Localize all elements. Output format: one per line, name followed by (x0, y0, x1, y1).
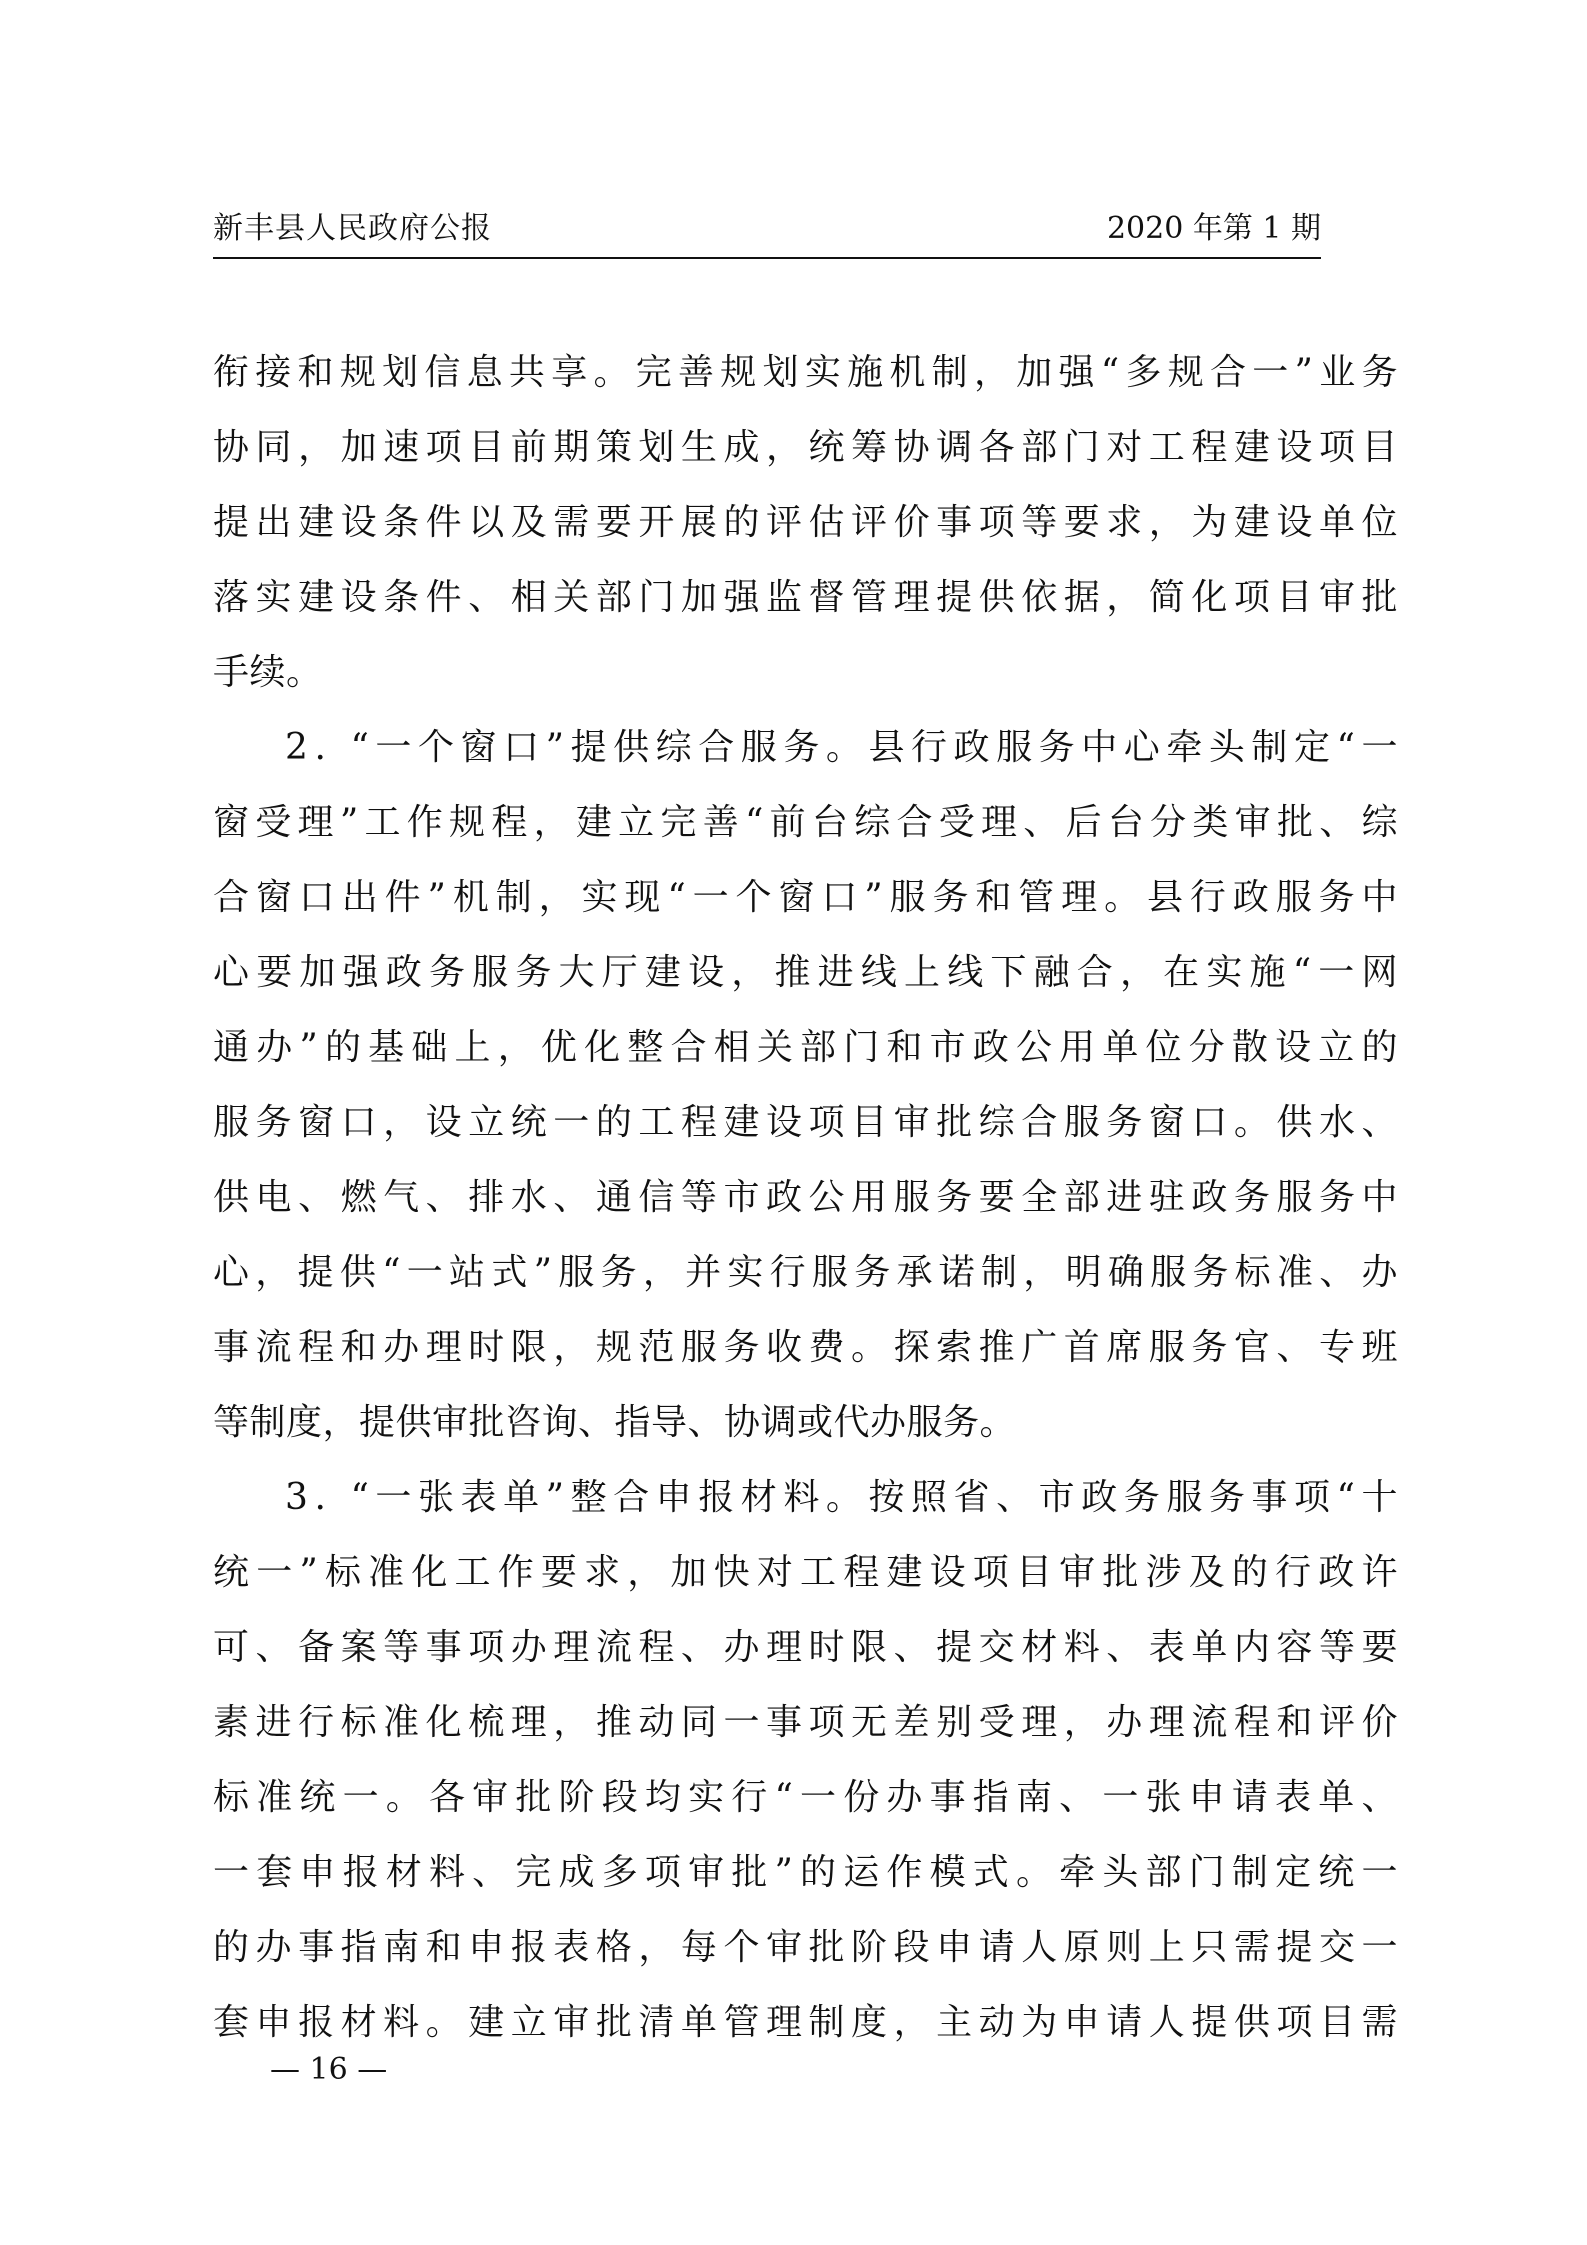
text-line: 供电、燃气、排水、通信等市政公用服务要全部进驻政务服务中 (213, 1177, 1405, 1218)
text-line: 3. “一张表单”整合申报材料。按照省、市政务服务事项“十 (285, 1477, 1405, 1518)
page-number: — 16 — (270, 2052, 388, 2087)
text-line: 统一”标准化工作要求，加快对工程建设项目审批涉及的行政许 (213, 1552, 1405, 1593)
text-line: 心要加强政务服务大厅建设，推进线上线下融合，在实施“一网 (213, 952, 1405, 993)
text-line: 套申报材料。建立审批清单管理制度，主动为申请人提供项目需 (213, 2002, 1405, 2043)
text-line: 素进行标准化梳理，推动同一事项无差别受理，办理流程和评价 (213, 1702, 1405, 1743)
text-line: 的办事指南和申报表格，每个审批阶段申请人原则上只需提交一 (213, 1927, 1405, 1968)
text-line: 可、备案等事项办理流程、办理时限、提交材料、表单内容等要 (213, 1627, 1405, 1668)
publication-title: 新丰县人民政府公报 (213, 211, 492, 246)
text-line: 通办”的基础上，优化整合相关部门和市政公用单位分散设立的 (213, 1027, 1405, 1068)
text-line: 协同，加速项目前期策划生成，统筹协调各部门对工程建设项目 (213, 427, 1405, 468)
page-header (213, 205, 1321, 259)
text-line: 落实建设条件、相关部门加强监督管理提供依据，简化项目审批 (213, 577, 1405, 618)
text-line: 手续。 (213, 652, 323, 693)
text-line: 标准统一。各审批阶段均实行“一份办事指南、一张申请表单、 (213, 1777, 1405, 1818)
text-line: 2. “一个窗口”提供综合服务。县行政服务中心牵头制定“一 (285, 727, 1405, 768)
text-line: 等制度，提供审批咨询、指导、协调或代办服务。 (213, 1402, 1017, 1443)
text-line: 事流程和办理时限，规范服务收费。探索推广首席服务官、专班 (213, 1327, 1405, 1368)
text-line: 提出建设条件以及需要开展的评估评价事项等要求，为建设单位 (213, 502, 1405, 543)
text-line: 窗受理”工作规程，建立完善“前台综合受理、后台分类审批、综 (213, 802, 1404, 843)
text-line: 衔接和规划信息共享。完善规划实施机制，加强“多规合一”业务 (213, 352, 1404, 393)
text-line: 心，提供“一站式”服务，并实行服务承诺制，明确服务标准、办 (213, 1252, 1404, 1293)
text-line: 服务窗口，设立统一的工程建设项目审批综合服务窗口。供水、 (213, 1102, 1405, 1143)
text-line: 合窗口出件”机制，实现“一个窗口”服务和管理。县行政服务中 (213, 877, 1405, 918)
text-line: 一套申报材料、完成多项审批”的运作模式。牵头部门制定统一 (213, 1852, 1405, 1893)
issue-number: 2020 年第 1 期 (1106, 211, 1321, 246)
body-text (213, 335, 1405, 2060)
